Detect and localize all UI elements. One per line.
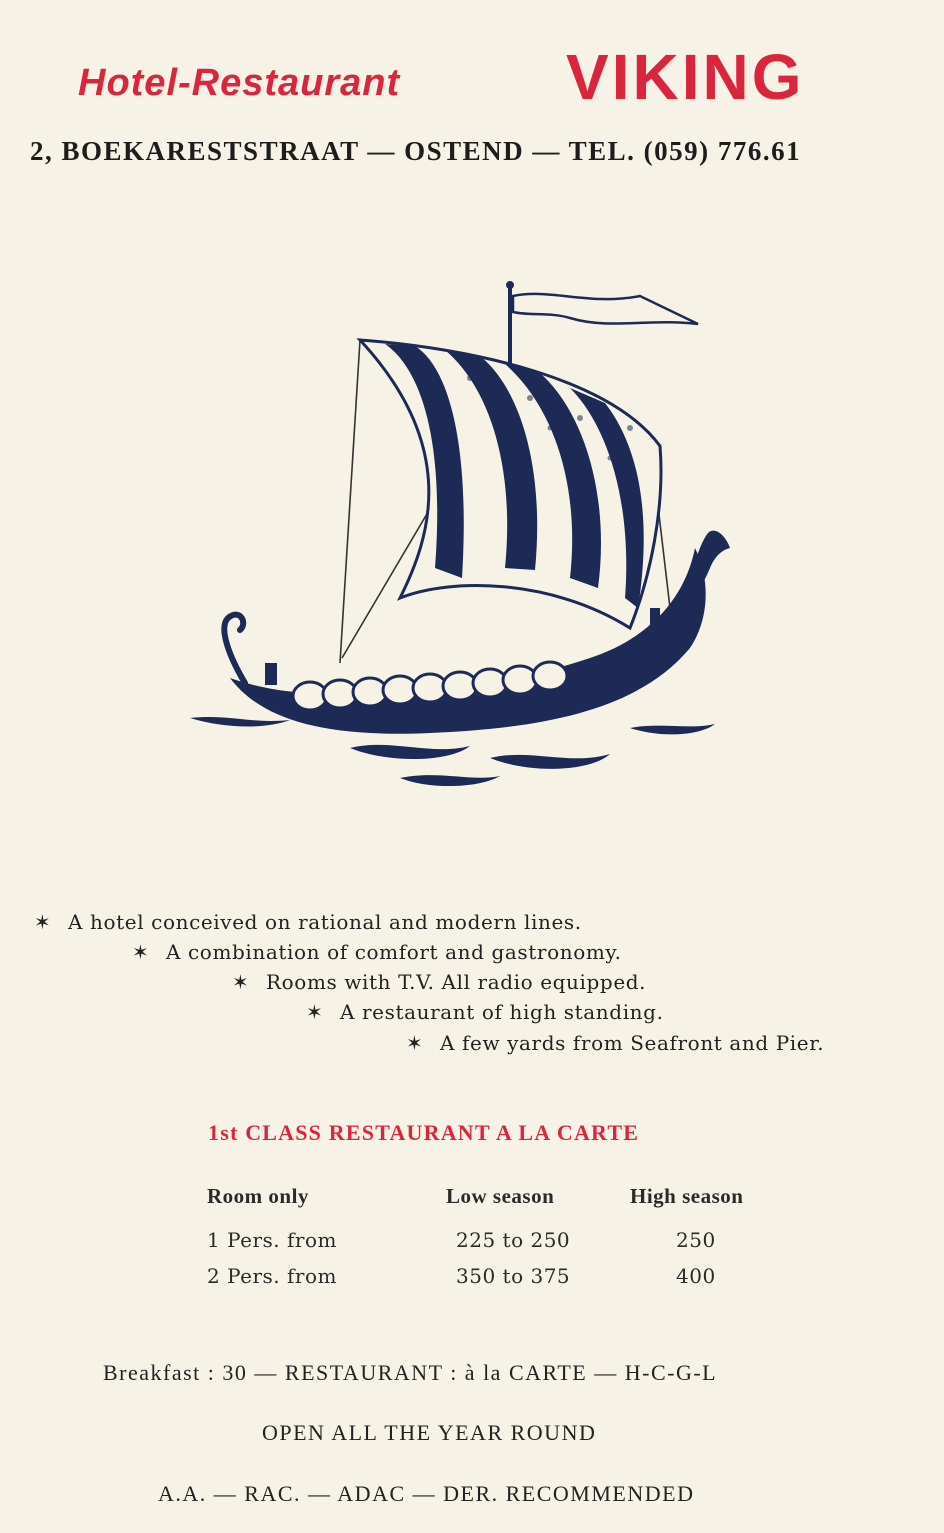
restaurant-heading: 1st CLASS RESTAURANT A LA CARTE [208,1120,640,1145]
rate-low: 225 to 250 [456,1228,571,1252]
feature-text: A few yards from Seafront and Pier. [440,1031,825,1055]
rate-low: 350 to 375 [456,1264,571,1288]
feature-text: A combination of comfort and gastronomy. [166,940,622,964]
feature-text: A restaurant of high standing. [340,1000,664,1024]
feature-text: A hotel conceived on rational and modern lines. [68,910,582,934]
breakfast-line: Breakfast : 30 — RESTAURANT : à la CARTE — H-C-G-L [103,1360,718,1385]
rate-high: 400 [676,1264,716,1288]
header [78,40,878,113]
rate-label: 2 Pers. from [207,1264,337,1288]
brand-prefix: Hotel-Restaurant [78,62,401,104]
feature-item [406,1031,824,1055]
asterisk-icon: ✶ [306,1000,324,1024]
asterisk-icon: ✶ [132,940,150,964]
rate-high: 250 [676,1228,716,1252]
rate-label: 1 Pers. from [207,1228,337,1252]
asterisk-icon: ✶ [34,910,52,934]
asterisk-icon: ✶ [406,1031,424,1055]
address-line: 2, BOEKARESTSTRAAT — OSTEND — TEL. (059) 776.61 [30,136,802,166]
asterisk-icon: ✶ [232,970,250,994]
feature-item [306,1000,664,1024]
feature-text: Rooms with T.V. All radio equipped. [266,970,647,994]
recommended-line: A.A. — RAC. — ADAC — DER. RECOMMENDED [158,1481,695,1506]
column-header-low-season: Low season [446,1184,555,1208]
column-header-high-season: High season [630,1184,744,1208]
brand-name: VIKING [566,41,805,113]
column-header-room: Room only [207,1184,309,1208]
feature-item [232,970,646,994]
open-line: OPEN ALL THE YEAR ROUND [262,1420,597,1445]
viking-ship-icon [170,278,750,798]
feature-item [34,910,582,934]
feature-item [132,940,622,964]
